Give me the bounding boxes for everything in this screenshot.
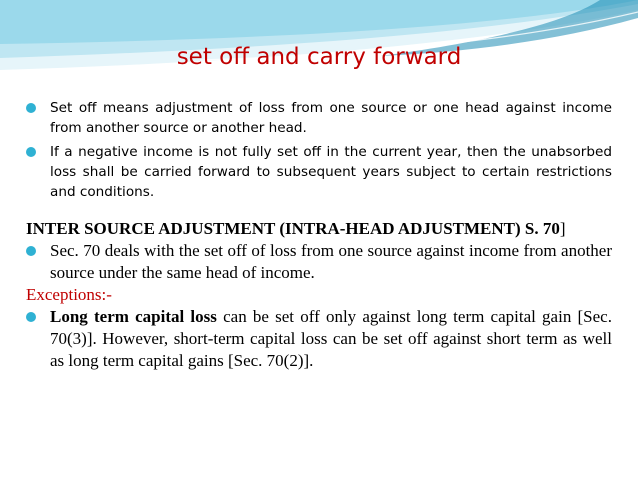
- bullet-rest-text: can be set off only against long term capital gain [Sec. 70(3)]. However, short-term capital loss can be set off against short term as well as long term capital gains [Sec. 70(2)].: [50, 307, 612, 370]
- bullet-text: If a negative income is not fully set off in the current year, then the unabsorbed loss shall be carried forward to subsequent years subject to certain restrictions and conditions.: [50, 144, 612, 200]
- section-heading-bracket: ]: [559, 219, 566, 238]
- section-heading: [26, 218, 612, 240]
- bullet-dot-icon: [26, 103, 36, 113]
- bullet-item: [26, 142, 612, 202]
- bullet-dot-icon: [26, 312, 36, 322]
- exceptions-label: Exceptions:-: [26, 285, 112, 304]
- bullet-dot-icon: [26, 246, 36, 256]
- bullet-text: [50, 306, 612, 372]
- slide-title: set off and carry forward: [176, 44, 462, 70]
- bullet-bold-term: Long term capital loss: [50, 307, 217, 326]
- bullet-dot-icon: [26, 147, 36, 157]
- slide-body: [26, 98, 612, 372]
- bullet-text: Set off means adjustment of loss from one source or one head against income from another source or another head.: [50, 100, 612, 136]
- bullet-item: [26, 306, 612, 372]
- section-heading-text: INTER SOURCE ADJUSTMENT (INTRA-HEAD ADJUSTMENT) S. 70: [26, 219, 560, 238]
- bullet-item: [26, 240, 612, 284]
- bullet-item: [26, 98, 612, 138]
- bullet-text: Sec. 70 deals with the set off of loss from one source against income from another source under the same head of income.: [50, 241, 612, 282]
